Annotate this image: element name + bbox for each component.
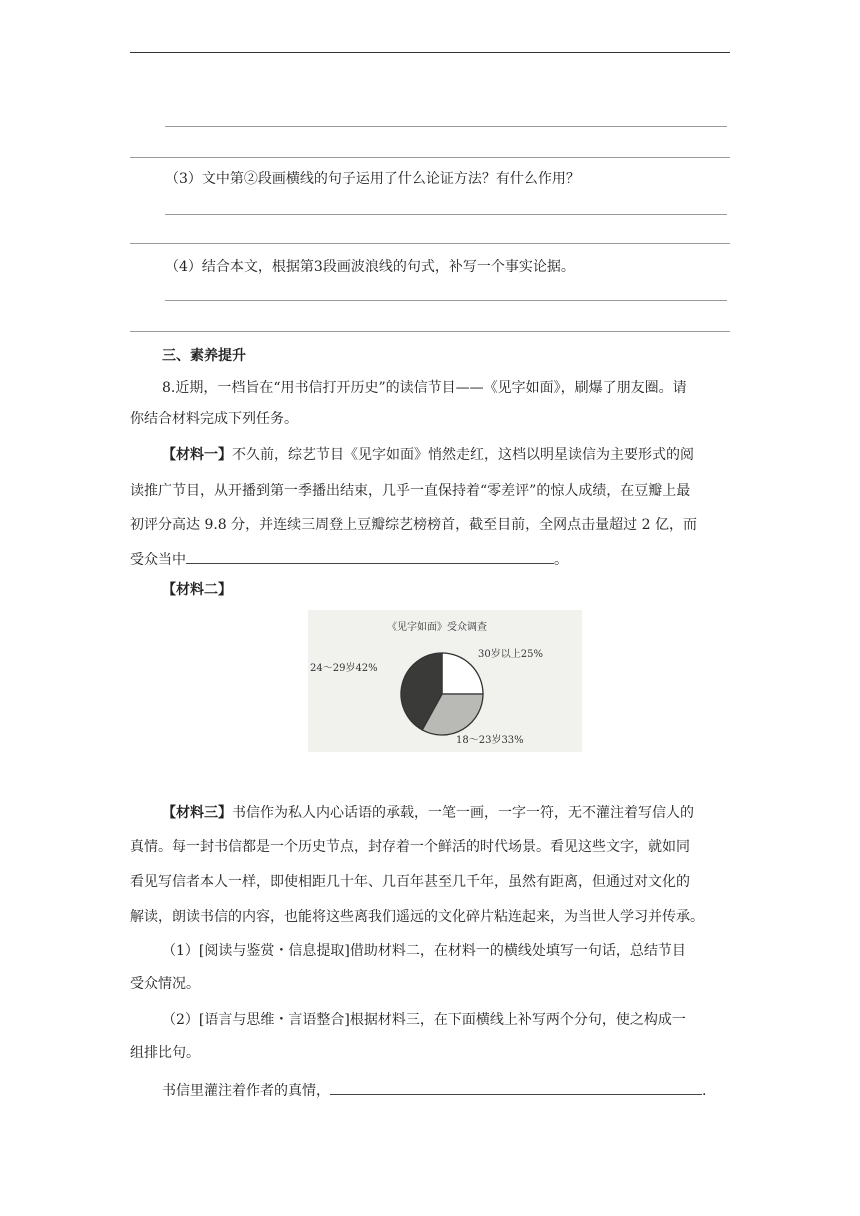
question-3: （3）文中第②段画横线的句子运用了什么论证方法？有什么作用？ (165, 171, 580, 187)
material-1-line-2: 读推广节目，从开播到第一季播出结束，几乎一直保持着“零差评”的惊人成绩，在豆瓣上最 (130, 483, 691, 499)
header-rule (130, 52, 730, 53)
question-4: （4）结合本文，根据第3段画波浪线的句式，补写一个事实论据。 (165, 259, 575, 275)
material-1-line-4-suffix: 。 (554, 552, 568, 568)
answer-line[interactable] (165, 214, 727, 215)
pie-slice-30plus (442, 653, 483, 694)
q8-line-2: 你结合材料完成下列任务。 (130, 411, 298, 427)
answer-sentence (162, 1079, 706, 1101)
answer-line[interactable] (130, 243, 730, 244)
answer-line[interactable] (165, 126, 727, 127)
material-2-label: 【材料二】 (162, 582, 232, 598)
audience-pie-chart (308, 610, 582, 752)
task-1-line-2: 受众情况。 (130, 976, 200, 992)
pie-slices (401, 653, 483, 735)
q8-line-1: 8.近期，一档旨在“用书信打开历史”的读信节目——《见字如面》，刷爆了朋友圈。请 (162, 380, 687, 396)
fill-blank-audience[interactable] (186, 548, 554, 564)
slice-label-18-23: 18～23岁33% (456, 735, 524, 746)
material-1-text: 不久前，综艺节目《见字如面》悄然走红，这档以明星读信为主要形式的阅 (232, 447, 694, 463)
material-1-line-4 (130, 548, 568, 570)
slice-label-24-29: 24～29岁42% (310, 663, 378, 674)
pie-chart-svg (308, 610, 582, 752)
task-2-line-2: 组排比句。 (130, 1045, 200, 1061)
material-3-line-2: 真情。每一封书信都是一个历史节点，封存着一个鲜活的时代场景。看见这些文字，就如同 (130, 839, 690, 855)
answer-line[interactable] (165, 300, 727, 301)
material-1-line-4-prefix: 受众当中 (130, 552, 186, 568)
material-3-line-4: 解读，朗读书信的内容，也能将这些离我们遥远的文化碎片粘连起来，为当世人学习并传承。 (130, 909, 704, 925)
material-3-label: 【材料三】 (162, 805, 232, 821)
answer-line[interactable] (130, 157, 730, 158)
answer-prefix: 书信里灌注着作者的真情， (162, 1083, 330, 1099)
material-1-line-1 (162, 445, 694, 465)
material-1-label: 【材料一】 (162, 447, 232, 463)
slice-label-30plus: 30岁以上25% (478, 649, 543, 660)
task-1-line-1: （1）[阅读与鉴赏・信息提取]借助材料二，在材料一的横线处填写一句话，总结节目 (162, 943, 686, 959)
section-title: 三、素养提升 (162, 348, 246, 364)
task-2-line-1: （2）[语言与思维・言语整合]根据材料三，在下面横线上补写两个分句，使之构成一 (162, 1012, 686, 1028)
chart-title: 《见字如面》受众调查 (387, 622, 487, 633)
material-3-line-3: 看见写信者本人一样，即使相距几十年、几百年甚至几千年，虽然有距离，但通过对文化的 (130, 874, 690, 890)
answer-suffix: . (702, 1083, 707, 1099)
material-1-line-3: 初评分高达 9.8 分，并连续三周登上豆瓣综艺榜榜首，截至目前，全网点击量超过 2 亿，而 (130, 517, 697, 533)
material-3-line-1 (162, 803, 694, 823)
material-3-text: 书信作为私人内心话语的承载，一笔一画，一字一符，无不灌注着写信人的 (232, 805, 694, 821)
answer-line[interactable] (130, 331, 730, 332)
fill-blank-parallel-clauses[interactable] (330, 1079, 702, 1095)
